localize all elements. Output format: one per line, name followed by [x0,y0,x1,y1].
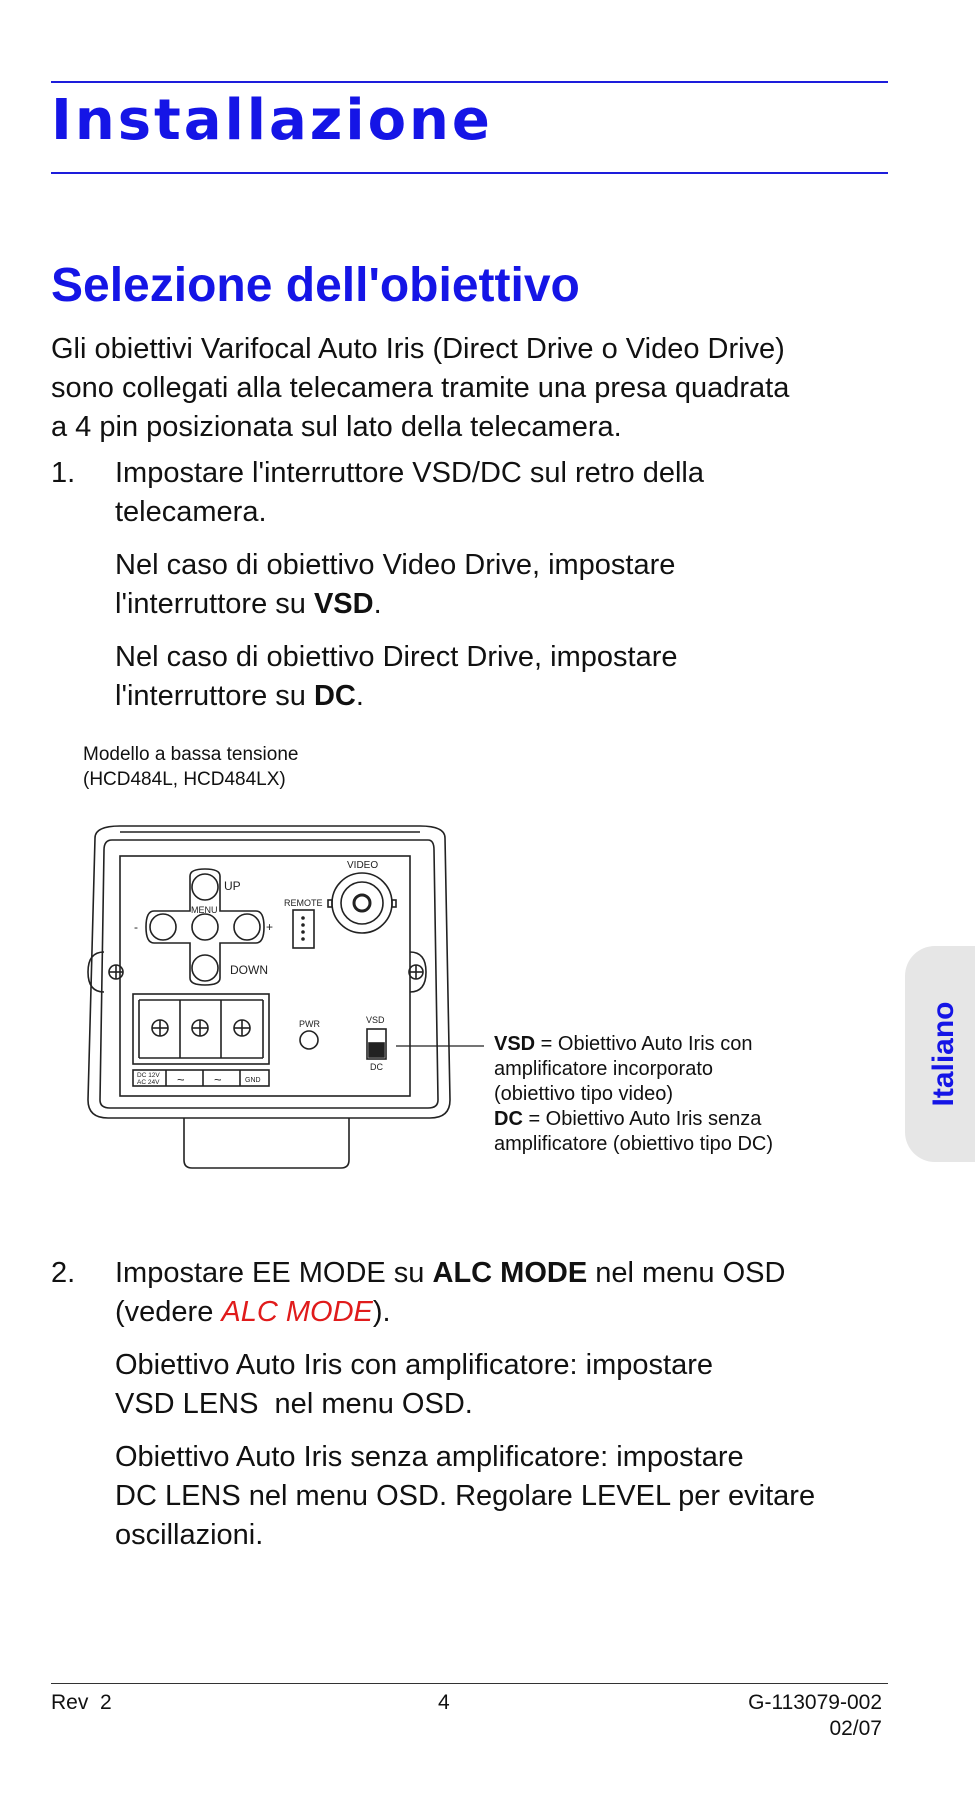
step-line: Nel caso di obiettivo Video Drive, impostare [115,549,676,581]
dc-label: DC [370,1062,383,1072]
step-line: Nel caso di obiettivo Direct Drive, impostare [115,641,678,673]
dc12v-label: DC 12V [137,1072,160,1079]
pwr-label: PWR [299,1019,320,1029]
step-bold: ALC MODE [432,1257,588,1289]
step-text: Impostare EE MODE su [115,1257,433,1289]
video-bnc-inner [354,895,370,911]
step-text: . [373,588,382,620]
up-button [192,874,218,900]
video-bnc-mid [341,882,383,924]
ac24v-label: AC 24V [137,1079,160,1086]
callout-line [494,1107,773,1132]
language-tab-label: Italiano [927,1001,960,1107]
callout-line: amplificatore (obiettivo tipo DC) [494,1133,773,1155]
down-label: DOWN [230,963,268,977]
bottom-mount-block [184,1118,349,1168]
step-text: l'interruttore su [115,680,314,712]
vsd-label: VSD [366,1015,385,1025]
caption-line: (HCD484L, HCD484LX) [83,769,286,790]
vsd-dc-callout [494,1032,773,1157]
remote-label: REMOTE [284,898,323,908]
page-title: Installazione [51,88,493,153]
menu-button [192,914,218,940]
callout-line: (obiettivo tipo video) [494,1083,673,1105]
step-line [115,1293,785,1332]
step-line: VSD LENS nel menu OSD. [115,1388,473,1420]
tilde-label: ~ [177,1072,185,1087]
camera-body-inner-outline [100,840,438,1108]
footer-doc-info [748,1690,882,1742]
step-text: . [355,680,364,712]
callout-bold: VSD [494,1033,536,1055]
step-1-number: 1. [51,457,76,489]
tilde-label: ~ [214,1072,222,1087]
step-2-text [115,1254,785,1332]
step-line: Obiettivo Auto Iris senza amplificatore: impostare [115,1441,744,1473]
step-line: DC LENS nel menu OSD. Regolare LEVEL per evitare [115,1480,816,1512]
step-2-no-amplifier [115,1438,815,1555]
step-2-number: 2. [51,1257,76,1289]
plus-label: + [266,920,274,934]
step-bold: DC [313,680,356,712]
intro-line: Gli obiettivi Varifocal Auto Iris (Direct Drive o Video Drive) [51,333,785,365]
callout-text: = Obiettivo Auto Iris con [535,1033,753,1055]
remote-connector [293,910,314,948]
up-label: UP [224,879,241,893]
gnd-label: GND [245,1077,261,1084]
step-line: telecamera. [115,496,267,528]
footer-rule [51,1683,888,1684]
step-bold: VSD [313,588,374,620]
footer-page-number: 4 [438,1691,450,1714]
vsd-dc-switch-knob [369,1043,384,1057]
callout-text: = Obiettivo Auto Iris senza [522,1108,762,1130]
step-line [115,1254,785,1293]
alc-mode-link[interactable]: ALC MODE [221,1296,373,1328]
step-2-amplifier [115,1346,713,1424]
minus-button [150,914,176,940]
step-line: Obiettivo Auto Iris con amplificatore: impostare [115,1349,713,1381]
callout-line [494,1032,773,1057]
terminal-block [133,994,269,1064]
step-line: oscillazioni. [115,1519,264,1551]
callout-line: amplificatore incorporato [494,1058,713,1080]
plus-button [234,914,260,940]
footer-date: 02/07 [829,1717,882,1740]
intro-line: a 4 pin posizionata sul lato della telecamera. [51,411,622,443]
step-text: (vedere [115,1296,222,1328]
down-button [192,955,218,981]
footer-doc-number: G-113079-002 [748,1691,882,1714]
section-title: Selezione dell'obiettivo [51,259,580,312]
intro-line: sono collegati alla telecamera tramite una presa quadrata [51,372,790,404]
callout-bold: DC [494,1108,523,1130]
pwr-led [300,1031,318,1049]
caption-line: Modello a bassa tensione [83,744,299,765]
menu-label: MENU [191,905,218,915]
video-label: VIDEO [347,860,379,871]
minus-label: - [134,920,138,934]
footer-revision: Rev 2 [51,1691,112,1714]
step-text: l'interruttore su [115,588,314,620]
step-line: Impostare l'interruttore VSD/DC sul retro della [115,457,704,489]
step-text: nel menu OSD [587,1257,786,1289]
step-text: ). [372,1296,391,1328]
